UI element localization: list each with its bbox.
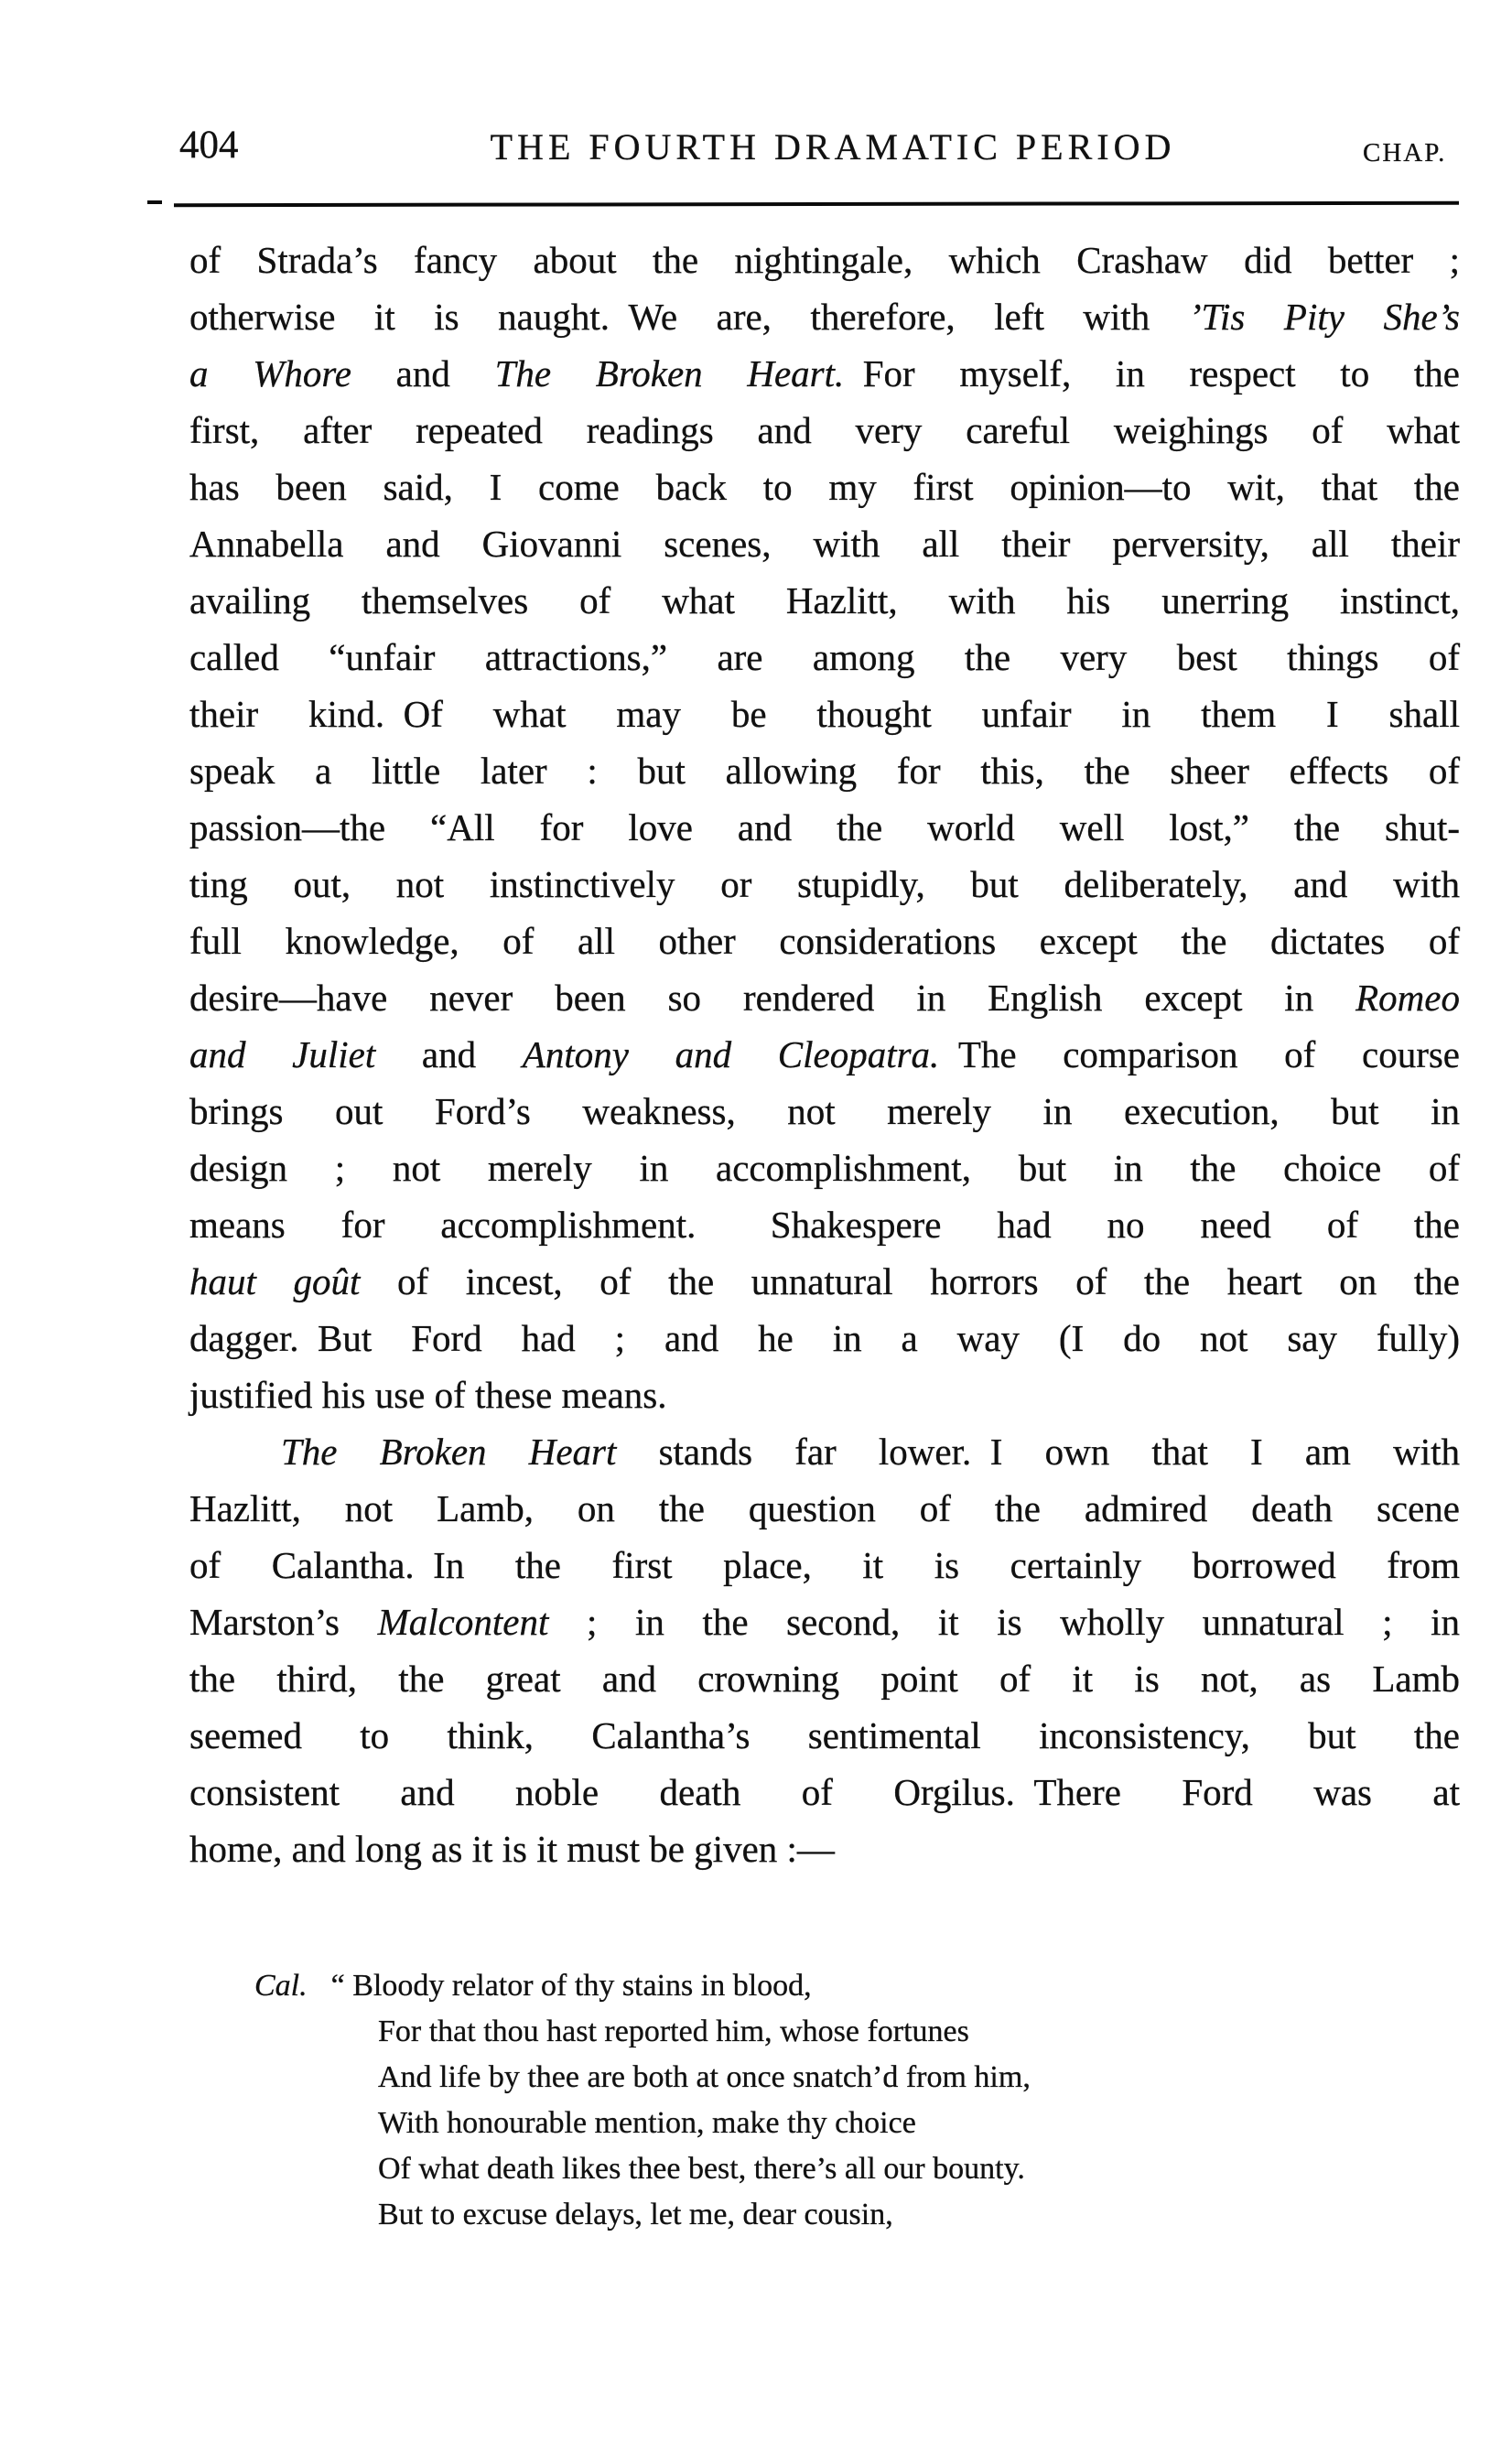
text-run: means for accomplishment. Shakespere had no need of the	[189, 1204, 1460, 1246]
text-run: has been said, I come back to my first opinion—to wit, that the	[189, 466, 1460, 508]
verse-line	[378, 2101, 1031, 2146]
body-line	[189, 232, 1460, 288]
verse-text: Of what death likes thee best, there’s all our bounty.	[378, 2152, 1025, 2186]
italic-title-text: The Broken Heart	[281, 1431, 617, 1473]
body-line	[189, 1196, 1460, 1253]
text-run: the third, the great and crowning point of it is not, as Lamb	[189, 1658, 1460, 1700]
verse-line	[378, 2192, 1031, 2238]
body-line	[189, 1820, 1460, 1877]
verse-text: With honourable mention, make thy choice	[378, 2106, 916, 2140]
text-run: their kind. Of what may be thought unfair in them I shall	[189, 693, 1460, 735]
italic-title-text: a Whore	[189, 352, 351, 394]
text-run: seemed to think, Calantha’s sentimental inconsistency, but the	[189, 1714, 1460, 1756]
verse-text: “ Bloody relator of thy stains in blood,	[330, 1969, 812, 2003]
text-run: brings out Ford’s weakness, not merely in execution, but in	[189, 1090, 1460, 1132]
body-line	[189, 1764, 1460, 1820]
body-line	[189, 629, 1460, 686]
text-run: desire—have never been so rendered in English except in	[189, 977, 1356, 1019]
verse-text: But to excuse delays, let me, dear cousin,	[378, 2198, 893, 2231]
body-line	[189, 515, 1460, 572]
body-line	[189, 1310, 1460, 1367]
body-line	[189, 1026, 1460, 1083]
verse-quote	[254, 1963, 1031, 2238]
italic-title-text: haut goût	[189, 1260, 361, 1302]
speaker-label: Cal.	[254, 1969, 308, 2003]
body-line	[189, 1707, 1460, 1764]
text-run: stands far lower. I own that I am with	[616, 1431, 1461, 1473]
text-run: ; in the second, it is wholly unnatural ; in	[548, 1601, 1461, 1643]
text-run: ting out, not instinctively or stupidly, but deliberately, and with	[189, 863, 1460, 905]
body-line	[189, 1253, 1460, 1310]
verse-line	[254, 1963, 1031, 2009]
body-line	[189, 402, 1460, 459]
italic-title-text: ’Tis Pity She’s	[1188, 296, 1460, 338]
text-run: first, after repeated readings and very careful weighings of what	[189, 409, 1460, 451]
body-line	[189, 1537, 1460, 1593]
verse-text: And life by thee are both at once snatch’d from him,	[378, 2060, 1031, 2094]
text-run: consistent and noble death of Orgilus. There Ford was at	[189, 1771, 1460, 1813]
text-run: passion—the “All for love and the world well lost,” the shut-	[189, 806, 1460, 848]
text-run: full knowledge, of all other considerations except the dictates of	[189, 920, 1460, 962]
body-line	[189, 1423, 1460, 1480]
text-run: Hazlitt, not Lamb, on the question of the admired death scene	[189, 1487, 1460, 1529]
text-run: For myself, in respect to the	[844, 352, 1460, 394]
text-run: availing themselves of what Hazlitt, with his unerring instinct,	[189, 579, 1460, 621]
italic-title-text: Antony and Cleopatra.	[522, 1033, 940, 1075]
body-line	[189, 288, 1460, 345]
body-line	[189, 1140, 1460, 1196]
text-run: of incest, of the unnatural horrors of the heart on the	[360, 1260, 1460, 1302]
text-run: and	[375, 1033, 523, 1075]
italic-title-text: Romeo	[1355, 977, 1460, 1019]
text-run: of Strada’s fancy about the nightingale, which Crashaw did better ;	[189, 239, 1460, 281]
body-line	[189, 459, 1460, 515]
body-line	[189, 913, 1460, 969]
body-line	[189, 1650, 1460, 1707]
running-title: THE FOURTH DRAMATIC PERIOD	[490, 126, 1176, 167]
body-line	[189, 345, 1460, 402]
text-run: Marston’s	[189, 1601, 378, 1643]
text-run: Annabella and Giovanni scenes, with all their perversity, all their	[189, 523, 1460, 565]
chapter-label: CHAP.	[1363, 138, 1447, 167]
text-run: The comparison of course	[939, 1033, 1461, 1075]
header-rule	[174, 201, 1459, 207]
verse-line	[378, 2146, 1031, 2192]
verse-text: For that thou hast reported him, whose fortunes	[378, 2015, 969, 2048]
text-run: called “unfair attractions,” are among the very best things of	[189, 636, 1460, 678]
body-text	[189, 232, 1460, 1877]
page-number: 404	[179, 124, 239, 167]
body-line	[189, 856, 1460, 913]
text-run: design ; not merely in accomplishment, but in the choice of	[189, 1147, 1460, 1189]
text-run: otherwise it is naught. We are, therefore, left with	[189, 296, 1189, 338]
rule-dash	[147, 200, 162, 204]
text-run: speak a little later : but allowing for this, the sheer effects of	[189, 750, 1460, 792]
text-run: dagger. But Ford had ; and he in a way (I do not say fully)	[189, 1317, 1460, 1359]
body-line	[189, 572, 1460, 629]
body-line	[189, 969, 1460, 1026]
body-line	[189, 1593, 1460, 1650]
body-line	[189, 742, 1460, 799]
text-run: home, and long as it is it must be given :—	[189, 1828, 835, 1870]
text-run: of Calantha. In the first place, it is certainly borrowed from	[189, 1544, 1460, 1586]
italic-title-text: Malcontent	[377, 1601, 549, 1643]
text-run: and	[351, 352, 495, 394]
body-line	[189, 1480, 1460, 1537]
italic-title-text: and Juliet	[189, 1033, 376, 1075]
text-run: justified his use of these means.	[189, 1374, 667, 1416]
body-line	[189, 1083, 1460, 1140]
verse-line	[378, 2009, 1031, 2055]
body-line	[189, 686, 1460, 742]
italic-title-text: The Broken Heart.	[494, 352, 845, 394]
verse-line	[378, 2055, 1031, 2101]
body-line	[189, 1367, 1460, 1423]
body-line	[189, 799, 1460, 856]
